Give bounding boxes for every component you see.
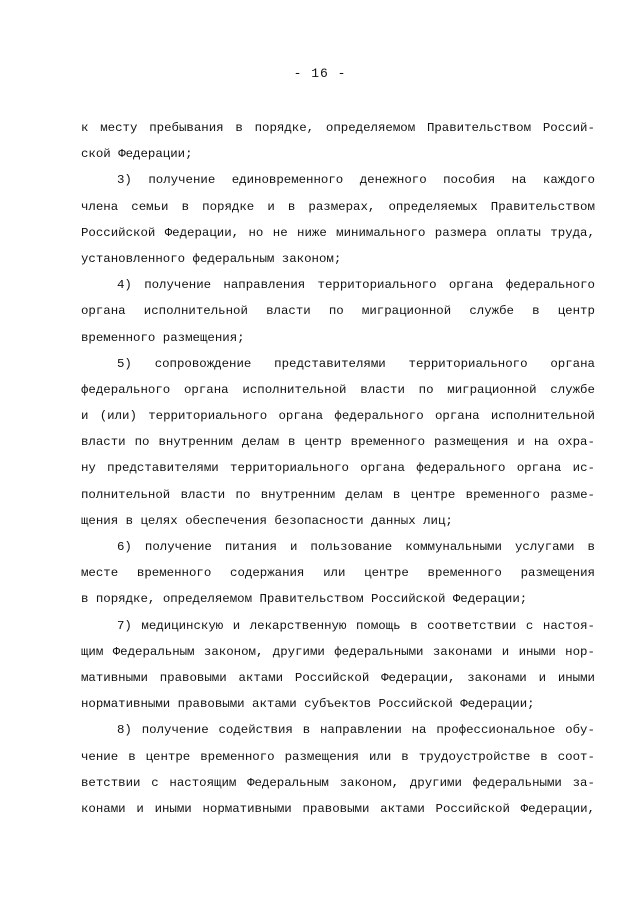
- word: делам: [241, 435, 280, 450]
- word: территориального: [148, 409, 268, 424]
- word: и: [289, 540, 298, 554]
- word: иными: [557, 670, 595, 685]
- word: оплаты: [496, 225, 541, 240]
- word: ветствии: [81, 775, 141, 790]
- word: временного: [81, 330, 156, 345]
- word: органа: [448, 278, 494, 293]
- word: данных: [371, 513, 416, 528]
- word: иными: [154, 801, 192, 816]
- text-line: [81, 167, 595, 193]
- word: федерального: [81, 382, 171, 397]
- word: и: [267, 199, 275, 214]
- word: по: [134, 435, 150, 450]
- word: размера: [434, 225, 487, 240]
- word: ской: [81, 147, 111, 162]
- text-line: [81, 141, 595, 167]
- word: власти: [266, 304, 311, 319]
- word: на: [411, 723, 427, 738]
- word: актами: [252, 697, 297, 712]
- word: центре: [364, 566, 409, 581]
- page-number: - 16 -: [293, 66, 347, 81]
- word: обеспечения: [185, 513, 267, 528]
- word: к: [81, 121, 89, 135]
- word: на: [533, 435, 549, 450]
- word: члена: [81, 199, 119, 214]
- word: с: [151, 775, 159, 790]
- word: ну: [81, 461, 96, 476]
- word: труда,: [550, 225, 595, 240]
- word: обу-: [565, 723, 595, 738]
- text-line: [81, 246, 595, 272]
- word: власти: [360, 382, 405, 397]
- text-line: [81, 429, 595, 455]
- word: центре: [410, 487, 456, 502]
- word: или: [323, 566, 346, 581]
- word: Российской: [378, 697, 453, 712]
- word: другими: [409, 775, 462, 790]
- word: порядке: [202, 199, 255, 214]
- word: временного: [200, 749, 275, 764]
- word: органа: [434, 409, 480, 424]
- word: актами: [238, 670, 284, 685]
- word: в: [287, 199, 296, 214]
- word: законом;: [281, 251, 342, 266]
- text-line: [81, 508, 595, 534]
- word: по: [235, 487, 251, 502]
- word: представителями: [107, 461, 219, 476]
- word: определяемом: [162, 592, 253, 607]
- word: законами: [467, 670, 527, 685]
- word: территориального: [317, 278, 437, 293]
- word: не: [272, 225, 288, 240]
- word: денежного: [359, 173, 427, 188]
- word: питания: [224, 540, 277, 554]
- text-line: [81, 534, 595, 560]
- word: определяемых: [388, 199, 478, 214]
- word: Федерации;: [452, 592, 528, 607]
- word: с: [525, 618, 534, 633]
- word: нор-: [565, 644, 595, 659]
- word: получение: [148, 173, 216, 188]
- word: в: [125, 513, 134, 528]
- word: единовременного: [231, 173, 344, 188]
- word: каждого: [542, 173, 595, 188]
- word: размерах,: [308, 199, 376, 214]
- word: коммунальными: [405, 540, 502, 554]
- word: медицинскую: [141, 618, 224, 633]
- word: Правительством: [426, 121, 532, 135]
- word: услугами: [514, 540, 575, 554]
- word: исполнительной: [490, 409, 595, 424]
- text-line: [81, 770, 595, 796]
- text-line: [81, 796, 595, 822]
- word: актами: [380, 801, 425, 816]
- word: Правительством: [490, 199, 595, 214]
- word: федеральным: [192, 251, 275, 266]
- word: в: [540, 749, 548, 764]
- word: представителями: [274, 356, 386, 371]
- word: службе: [469, 304, 514, 319]
- text-line: [81, 639, 595, 665]
- word: получение: [144, 278, 212, 293]
- word: по: [328, 304, 344, 319]
- word: законом,: [203, 644, 264, 659]
- word: нормативными: [202, 801, 292, 816]
- word: Федеральным: [247, 775, 329, 790]
- word: щим: [81, 644, 104, 659]
- word: помощь: [355, 618, 401, 633]
- word: в: [410, 618, 418, 633]
- word: внутренним: [260, 487, 336, 502]
- word: в: [235, 121, 243, 135]
- text-line: [81, 691, 595, 717]
- word: центр: [557, 304, 595, 319]
- word: Россий-: [542, 121, 595, 135]
- word: определяемом: [325, 121, 416, 135]
- word: Российской: [371, 592, 446, 607]
- word: Правительством: [259, 592, 364, 607]
- word: трудоустройстве: [418, 749, 531, 764]
- word: разме-: [550, 487, 595, 502]
- word: размещения: [284, 749, 359, 764]
- word: щения: [81, 513, 119, 528]
- word: или: [368, 749, 392, 764]
- text-line: [81, 115, 595, 141]
- word: власти: [81, 435, 126, 450]
- word: размещения;: [162, 330, 245, 345]
- word: органа: [516, 461, 562, 476]
- word: конами: [81, 801, 126, 816]
- word: 5): [117, 356, 132, 371]
- word: центре: [145, 749, 191, 764]
- word: и: [501, 644, 510, 659]
- word: порядке,: [95, 592, 156, 607]
- word: 6): [117, 540, 132, 554]
- word: Федерации,: [381, 670, 456, 685]
- word: миграционной: [361, 304, 452, 319]
- word: направлении: [319, 723, 402, 738]
- word: соответствии: [427, 618, 517, 633]
- word: Федерации,: [164, 225, 240, 240]
- word: пользование: [310, 540, 393, 554]
- word: сопровождение: [154, 356, 252, 371]
- word: другими: [272, 644, 325, 659]
- word: законом,: [339, 775, 400, 790]
- text-line: [81, 665, 595, 691]
- word: в: [302, 723, 311, 738]
- word: нормативными: [81, 697, 171, 712]
- word: соот-: [557, 749, 595, 764]
- word: органа: [550, 356, 595, 371]
- text-line: [81, 482, 595, 508]
- word: в: [81, 592, 89, 607]
- word: настоя-: [542, 618, 595, 633]
- body-text: [81, 115, 595, 822]
- word: Российской: [81, 225, 156, 240]
- word: безопасности: [274, 513, 364, 528]
- word: в: [288, 435, 296, 450]
- word: и: [136, 801, 144, 816]
- word: целях: [140, 513, 178, 528]
- word: органа: [278, 409, 324, 424]
- text-line: [81, 455, 595, 481]
- word: внутренним: [158, 435, 233, 450]
- word: и: [232, 618, 241, 633]
- text-line: [81, 377, 595, 403]
- word: временного: [427, 566, 502, 581]
- word: ниже: [297, 225, 327, 240]
- word: Российской: [294, 670, 370, 685]
- text-line: [81, 403, 595, 429]
- word: месту: [100, 121, 138, 135]
- word: Федерации;: [460, 697, 535, 712]
- word: мативными: [81, 670, 148, 685]
- word: чение: [81, 749, 119, 764]
- word: настоящим: [169, 775, 237, 790]
- word: охра-: [557, 435, 595, 450]
- text-line: [81, 194, 595, 220]
- word: в: [128, 749, 136, 764]
- text-line: [81, 272, 595, 298]
- word: направления: [223, 278, 306, 293]
- word: 4): [117, 278, 132, 293]
- word: и: [517, 435, 525, 450]
- word: исполнительной: [242, 382, 347, 397]
- word: в: [587, 540, 595, 554]
- word: федерального: [416, 461, 506, 476]
- word: по: [418, 382, 434, 397]
- text-line: [81, 586, 595, 612]
- word: территориального: [230, 461, 349, 476]
- word: власти: [180, 487, 226, 502]
- word: законами: [432, 644, 493, 659]
- word: федерального: [334, 409, 424, 424]
- text-line: [81, 220, 595, 246]
- text-line: [81, 744, 595, 770]
- word: службе: [550, 382, 595, 397]
- word: субъектов: [304, 697, 372, 712]
- word: органа: [81, 304, 126, 319]
- word: размещения: [434, 435, 509, 450]
- word: (или): [99, 409, 137, 424]
- word: иными: [518, 644, 556, 659]
- word: федерального: [505, 278, 595, 293]
- text-line: [81, 717, 595, 743]
- word: в: [532, 304, 540, 319]
- text-line: [81, 613, 595, 639]
- word: лекарственную: [249, 618, 347, 633]
- text-line: [81, 325, 595, 351]
- word: и: [81, 409, 89, 424]
- text-line: [81, 298, 595, 324]
- text-line: [81, 560, 595, 586]
- word: территориального: [408, 356, 528, 371]
- word: Российской: [435, 801, 510, 816]
- word: на: [511, 173, 527, 188]
- word: Федерации;: [118, 147, 193, 162]
- word: временного: [350, 435, 426, 450]
- word: органа: [360, 461, 405, 476]
- word: лиц;: [423, 513, 453, 528]
- word: временного: [136, 566, 212, 581]
- word: ис-: [572, 461, 595, 476]
- word: миграционной: [447, 382, 537, 397]
- word: федеральными: [334, 644, 424, 659]
- word: получение: [144, 540, 212, 554]
- word: Федеральным: [112, 644, 195, 659]
- word: порядке,: [254, 121, 315, 135]
- word: федеральными: [472, 775, 562, 790]
- text-line: [81, 351, 595, 377]
- word: и: [538, 670, 546, 685]
- word: месте: [81, 566, 119, 581]
- word: правовыми: [302, 801, 370, 816]
- word: минимального: [336, 225, 426, 240]
- word: за-: [572, 775, 595, 790]
- word: органа: [184, 382, 229, 397]
- word: в: [401, 749, 409, 764]
- word: 3): [117, 173, 132, 188]
- word: 7): [117, 618, 132, 633]
- word: исполнительной: [143, 304, 248, 319]
- word: пребывания: [149, 121, 224, 135]
- word: в: [392, 487, 401, 502]
- word: профессиональное: [436, 723, 556, 738]
- word: размещения: [520, 566, 595, 581]
- word: содержания: [230, 566, 305, 581]
- word: в: [181, 199, 190, 214]
- word: получение: [141, 723, 209, 738]
- word: содействия: [218, 723, 293, 738]
- word: семьи: [131, 199, 169, 214]
- word: пособия: [443, 173, 496, 188]
- word: но: [248, 225, 264, 240]
- word: установленного: [81, 251, 186, 266]
- word: полнительной: [81, 487, 171, 502]
- word: делам: [345, 487, 383, 502]
- word: Федерации,: [520, 801, 595, 816]
- word: правовыми: [159, 670, 227, 685]
- word: центр: [304, 435, 342, 450]
- word: временного: [465, 487, 540, 502]
- word: 8): [117, 723, 132, 738]
- word: правовыми: [177, 697, 245, 712]
